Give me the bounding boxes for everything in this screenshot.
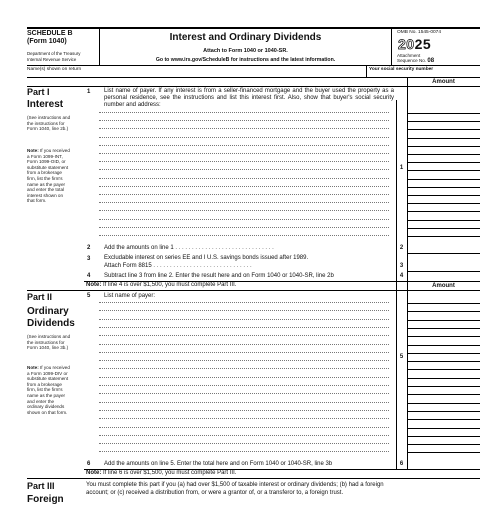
part3-top-rule [27, 478, 480, 479]
line1-number: 1 [87, 89, 91, 95]
tax-year-suffix: 25 [414, 36, 432, 52]
names-label: Name(s) shown on return [27, 67, 82, 72]
part1-side-note: (See instructions and the instructions for Form 1040, line 2b.) [27, 115, 71, 132]
line6-number: 6 [87, 461, 91, 467]
line5-amount-cell[interactable] [407, 369, 480, 370]
part3-intro-b: account; or (c) received a distribution from, or were a grantor of, or a transferor to, a foreign trust. [86, 490, 344, 496]
line1-payer-line[interactable] [99, 153, 389, 154]
part2-title-line1: Ordinary [27, 306, 69, 317]
schedule-label: SCHEDULE B [27, 30, 73, 37]
line5-amount-cell[interactable] [407, 378, 480, 379]
line5-number: 5 [87, 293, 91, 299]
line1-amount-cell[interactable] [407, 121, 480, 122]
part2-side-note: (See instructions and the instructions for Form 1040, line 3b.) [27, 334, 71, 351]
line5-amount-cell[interactable] [407, 386, 480, 387]
line1-amount-cell[interactable] [407, 146, 480, 147]
line5-amount-cell[interactable] [407, 328, 480, 329]
line1-payer-line[interactable] [99, 161, 389, 162]
tax-year [398, 36, 431, 52]
line5-amount-cell[interactable] [407, 336, 480, 337]
part2-note6 [86, 470, 236, 477]
line1-payer-line[interactable] [99, 202, 389, 203]
line5-payer-line[interactable] [99, 302, 389, 303]
line3-number: 3 [87, 256, 91, 262]
part1-box-col-left [396, 100, 397, 317]
line1-payer-line[interactable] [99, 178, 389, 179]
line1-payer-line[interactable] [99, 227, 389, 228]
line5-amount-cell[interactable] [407, 436, 480, 437]
line5-payer-line[interactable] [99, 360, 389, 361]
line6-box: 6 [399, 461, 404, 467]
line5-amount-cell[interactable] [407, 303, 480, 304]
line5-amount-cell[interactable] [407, 394, 480, 395]
line5-payer-line[interactable] [99, 352, 389, 353]
line5-payer-line[interactable] [99, 393, 389, 394]
line1-payer-line[interactable] [99, 145, 389, 146]
line1-payer-line[interactable] [99, 235, 389, 236]
line1-payer-line[interactable] [99, 120, 389, 121]
line5-payer-line[interactable] [99, 443, 389, 444]
part1-note-text: If you received a Form 1099-INT, Form 1099-OID, or substitute statement from a brokerage firm, list the firm's name as the payer and enter the total interest shown on that form. [27, 148, 70, 204]
line1-amount-cell[interactable] [407, 138, 480, 139]
part1-label: Part I [27, 87, 50, 97]
part2-note-label: Note: [27, 365, 39, 370]
line2-text [104, 245, 394, 252]
form-title: Interest and Ordinary Dividends [169, 32, 322, 43]
line3-leader: . . . . . . . . . . . . . . . . . . . . . . . . . . . . . . [151, 263, 252, 269]
part2-top-rule [27, 290, 480, 291]
line5-payer-line[interactable] [99, 310, 389, 311]
note6-label: Note: [86, 470, 102, 476]
line5-box: 5 [399, 354, 404, 360]
line4-text: Subtract line 3 from line 2. Enter the result here and on Form 1040 or 1040-SR, line 2b [104, 273, 334, 279]
line1-amount-cell[interactable] [407, 228, 480, 229]
sequence-label [397, 58, 434, 64]
part2-amount-header: Amount [432, 283, 455, 289]
line1-amount-cell[interactable] [407, 211, 480, 212]
line1-amount-cell[interactable] [407, 236, 480, 237]
line5-payer-line[interactable] [99, 385, 389, 386]
tax-year-prefix: 20 [398, 36, 415, 52]
line2-label: Add the amounts on line 1 [104, 245, 174, 251]
line5-payer-line[interactable] [99, 427, 389, 428]
line1-amount-cell[interactable] [407, 187, 480, 188]
line5-payer-line[interactable] [99, 319, 389, 320]
line1-amount-cell[interactable] [407, 129, 480, 130]
ssn-label: Your social security number [369, 67, 434, 72]
line3-text-b [104, 263, 394, 270]
sequence-number: 08 [427, 58, 435, 64]
line5-amount-cell[interactable] [407, 361, 480, 362]
part2-note [27, 365, 71, 415]
line5-payer-line[interactable] [99, 377, 389, 378]
line5-amount-cell[interactable] [407, 419, 480, 420]
sequence-text: Sequence No. [397, 58, 427, 63]
omb-number: OMB No. 1545-0074 [397, 30, 441, 35]
line5-amount-cell[interactable] [407, 320, 480, 321]
line3-text-a: Excludable interest on series EE and I U.S. savings bonds issued after 1989. [104, 255, 309, 261]
line1-payer-line[interactable] [99, 169, 389, 170]
part2-title-line2: Dividends [27, 318, 75, 329]
line1-payer-line[interactable] [99, 112, 389, 113]
line5-payer-line[interactable] [99, 410, 389, 411]
line5-text: List name of payer: [104, 293, 156, 299]
part3-label: Part III [27, 481, 55, 491]
ssn-divider [366, 65, 367, 77]
line5-payer-line[interactable] [99, 368, 389, 369]
line5-amount-cell[interactable] [407, 444, 480, 445]
part2-label: Part II [27, 292, 53, 302]
line5-payer-line[interactable] [99, 451, 389, 452]
line5-amount-cell[interactable] [407, 452, 480, 453]
note6-text: If line 6 is over $1,500, you must complete Part III. [103, 470, 237, 476]
part3-intro-a: You must complete this part if you (a) had over $1,500 of taxable interest or ordinary dividends; (b) had a foreign [86, 482, 384, 488]
line3-box: 3 [399, 263, 404, 269]
line2-number: 2 [87, 245, 91, 251]
header-bottom-rule [27, 65, 480, 66]
attach-instruction: Attach to Form 1040 or 1040-SR. [203, 48, 288, 54]
line3-label-b: Attach Form 8815 [104, 263, 152, 269]
goto-instruction: Go to www.irs.gov/ScheduleB for instructions and the latest information. [155, 57, 336, 63]
line1-payer-line[interactable] [99, 137, 389, 138]
note4-text: If line 4 is over $1,500, you must complete Part III. [103, 282, 237, 288]
line2-box: 2 [399, 245, 404, 251]
part1-note-label: Note: [27, 148, 39, 153]
line5-payer-line[interactable] [99, 335, 389, 336]
part1-note4 [86, 282, 236, 289]
line1-amount-cell[interactable] [407, 170, 480, 171]
line5-amount-cell[interactable] [407, 345, 480, 346]
attachment-label: Attachment [397, 53, 421, 58]
line5-payer-line[interactable] [99, 402, 389, 403]
line6-text: Add the amounts on line 5. Enter the total here and on Form 1040 or 1040-SR, line 3b [104, 461, 333, 467]
line4-number: 4 [87, 273, 91, 279]
line1-payer-line[interactable] [99, 194, 389, 195]
line1-amount-cell[interactable] [407, 113, 480, 114]
dept-line-2: Internal Revenue Service [27, 57, 77, 62]
line1-box: 1 [399, 165, 404, 171]
line2-amount[interactable] [407, 253, 480, 254]
header-divider-right [391, 29, 392, 65]
line1-payer-line[interactable] [99, 186, 389, 187]
part1-title: Interest [27, 99, 64, 110]
dept-line-1: Department of the Treasury [27, 51, 81, 56]
line5-amount-cell[interactable] [407, 411, 480, 412]
line1-payer-line[interactable] [99, 219, 389, 220]
part1-top-rule [27, 86, 480, 87]
line1-text: List name of payer. If any interest is from a seller-financed mortgage and the buyer used the property as a personal residence, see the instructions and list this interest first. Also, show that buyer's social security number and address: [104, 88, 394, 108]
line1-amount-cell[interactable] [407, 220, 480, 221]
line1-amount-cell[interactable] [407, 154, 480, 155]
part1-amount-header: Amount [432, 79, 455, 85]
line5-amount-cell[interactable] [407, 403, 480, 404]
part2-box-col-left [396, 300, 397, 470]
line1-payer-line[interactable] [99, 128, 389, 129]
line5-amount-cell[interactable] [407, 353, 480, 354]
part3-title: Foreign [27, 494, 64, 505]
part1-note [27, 148, 71, 204]
line3-amount[interactable] [407, 271, 480, 272]
names-bottom-rule [27, 77, 480, 78]
line5-payer-line[interactable] [99, 435, 389, 436]
line2-leader: . . . . . . . . . . . . . . . . . . . . . . . . . . . . . . [173, 245, 274, 251]
line5-payer-line[interactable] [99, 344, 389, 345]
line5-amount-cell[interactable] [407, 428, 480, 429]
part2-note-text: If you received a Form 1099-DIV or substitute statement from a brokerage firm, list the firm's name as the payer and enter the ordinary dividends shown on that form. [27, 365, 70, 415]
note4-label: Note: [86, 282, 102, 288]
line1-payer-line[interactable] [99, 210, 389, 211]
line1-amount-cell[interactable] [407, 162, 480, 163]
part2-amount-col-left [407, 282, 408, 470]
line1-amount-cell[interactable] [407, 179, 480, 180]
line4-box: 4 [399, 273, 404, 279]
line5-payer-line[interactable] [99, 327, 389, 328]
line1-amount-cell[interactable] [407, 203, 480, 204]
line1-amount-cell[interactable] [407, 195, 480, 196]
form-label: (Form 1040) [27, 38, 67, 45]
line5-amount-cell[interactable] [407, 311, 480, 312]
top-rule [27, 27, 480, 29]
line5-payer-line[interactable] [99, 418, 389, 419]
